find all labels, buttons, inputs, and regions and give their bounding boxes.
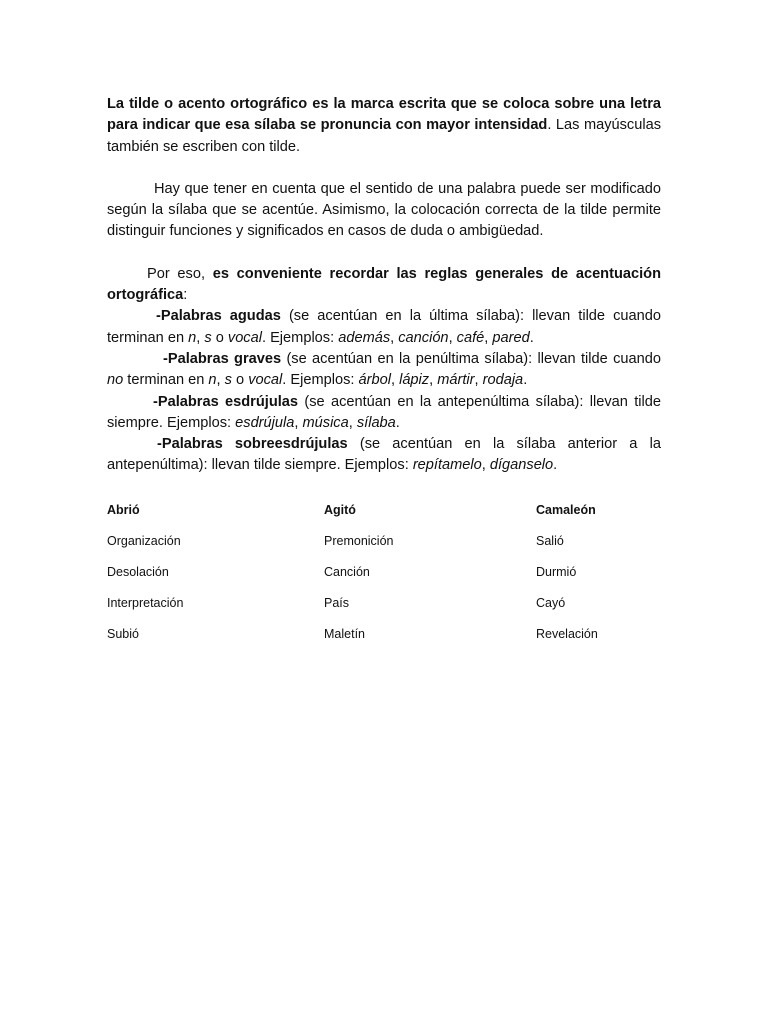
rule-agudas-ex4: pared <box>492 329 530 346</box>
word-cell: Durmió <box>536 565 577 579</box>
rule-graves-ex3: mártir <box>437 372 475 389</box>
rule-graves-title: -Palabras graves <box>163 350 282 367</box>
rule-sobreesdrujulas-ex1: repítamelo <box>412 457 482 474</box>
rule-sobreesdrujulas <box>107 434 661 477</box>
table-row <box>107 596 667 627</box>
rule-graves-sep2: o <box>231 372 249 389</box>
rule-esdrujulas-c1: , <box>294 414 303 431</box>
rule-esdrujulas-end: . <box>395 414 400 431</box>
word-cell: Salió <box>536 534 564 548</box>
rule-graves-desc2: terminan en <box>123 372 209 389</box>
rule-agudas-vocal: vocal <box>227 329 262 346</box>
rules-intro-bold: es conveniente recordar las reglas generales de acentuación ortográfica <box>107 265 661 304</box>
rule-graves-vocal: vocal <box>248 372 283 389</box>
word-cell: Subió <box>107 627 139 641</box>
rule-sobreesdrujulas-ex2: díganselo <box>489 457 554 474</box>
context-paragraph: Hay que tener en cuenta que el sentido de una palabra puede ser modificado según la sílaba que se acentúe. Asimismo, la colocación correcta de la tilde permite distinguir funciones y significados en casos de duda o ambigüedad. <box>107 180 661 240</box>
rule-esdrujulas-desc: (se acentúan en la antepenúltima sílaba): llevan tilde siempre. Ejemplos: <box>107 393 661 431</box>
rule-graves-c3: , <box>474 372 483 389</box>
rule-esdrujulas-ex3: sílaba <box>356 414 396 431</box>
rule-graves-sep1: , <box>216 372 225 389</box>
table-row <box>107 534 667 565</box>
intro-rest: . Las mayúsculas también se escriben con tilde. <box>107 117 661 155</box>
rules-intro-post: : <box>183 287 188 304</box>
word-cell: Premonición <box>324 534 394 548</box>
word-cell: Maletín <box>324 627 365 641</box>
rule-agudas-c1: , <box>390 329 399 346</box>
word-cell: Interpretación <box>107 596 184 610</box>
word-table-header <box>107 503 667 534</box>
word-cell: Abrió <box>107 503 140 517</box>
rule-agudas-desc: (se acentúan en la última sílaba): llevan tilde cuando terminan en <box>107 308 661 346</box>
word-cell: Organización <box>107 534 181 548</box>
rule-agudas-c3: , <box>484 329 493 346</box>
rule-agudas-s: s <box>204 329 212 346</box>
rule-agudas-end: . <box>529 329 534 346</box>
rule-agudas-ej: . Ejemplos: <box>261 329 339 346</box>
rule-agudas-n: n <box>188 329 197 346</box>
rule-agudas-ex3: café <box>456 329 485 346</box>
rule-agudas-title: -Palabras agudas <box>156 308 281 325</box>
rule-graves-end: . <box>523 372 528 389</box>
rule-graves-ex1: árbol <box>358 372 391 389</box>
rule-sobreesdrujulas-c1: , <box>481 457 490 474</box>
rule-agudas-ex1: además <box>338 329 391 346</box>
rules-intro-pre: Por eso, <box>147 265 213 282</box>
rule-esdrujulas-ex1: esdrújula <box>235 414 295 431</box>
rule-graves <box>107 349 661 392</box>
rule-agudas <box>107 306 661 349</box>
word-cell: Cayó <box>536 596 566 610</box>
rule-agudas-c2: , <box>448 329 457 346</box>
rule-graves-c1: , <box>390 372 400 389</box>
rule-graves-s: s <box>224 372 232 389</box>
rule-esdrujulas-title: -Palabras esdrújulas <box>153 393 299 410</box>
rule-graves-ex2: lápiz <box>399 372 430 389</box>
table-row <box>107 565 667 596</box>
rule-agudas-sep1: , <box>196 329 205 346</box>
word-cell: Camaleón <box>536 503 596 517</box>
word-cell: País <box>324 596 350 610</box>
rule-sobreesdrujulas-desc: (se acentúan en la sílaba anterior a la antepenúltima): llevan tilde siempre. Ejemplos: <box>107 436 661 474</box>
rule-graves-ex4: rodaja <box>482 372 524 389</box>
rule-sobreesdrujulas-end: . <box>553 457 558 474</box>
word-cell: Canción <box>324 565 370 579</box>
word-cell: Agitó <box>324 503 356 517</box>
rule-graves-n: n <box>208 372 217 389</box>
rule-graves-c2: , <box>429 372 438 389</box>
rule-sobreesdrujulas-title: -Palabras sobreesdrújulas <box>157 436 348 453</box>
rules-intro-paragraph <box>107 264 661 307</box>
rule-agudas-ex2: canción <box>398 329 449 346</box>
document-body <box>107 94 661 477</box>
word-cell: Revelación <box>536 627 598 641</box>
intro-paragraph <box>107 94 661 158</box>
rule-esdrujulas-c2: , <box>348 414 357 431</box>
rule-esdrujulas-ex2: música <box>302 414 349 431</box>
rule-graves-no: no <box>107 372 124 389</box>
rule-graves-ej: . Ejemplos: <box>282 372 359 389</box>
table-row <box>107 627 667 658</box>
word-table <box>107 503 667 658</box>
word-cell: Desolación <box>107 565 169 579</box>
rule-graves-desc1: (se acentúan en la penúltima sílaba): llevan tilde cuando <box>281 350 661 367</box>
rule-agudas-sep2: o <box>211 329 228 346</box>
intro-bold-definition: La tilde o acento ortográfico es la marca escrita que se coloca sobre una letra para indicar que esa sílaba se pronuncia con mayor intensidad <box>107 96 661 134</box>
rule-esdrujulas <box>107 392 661 435</box>
